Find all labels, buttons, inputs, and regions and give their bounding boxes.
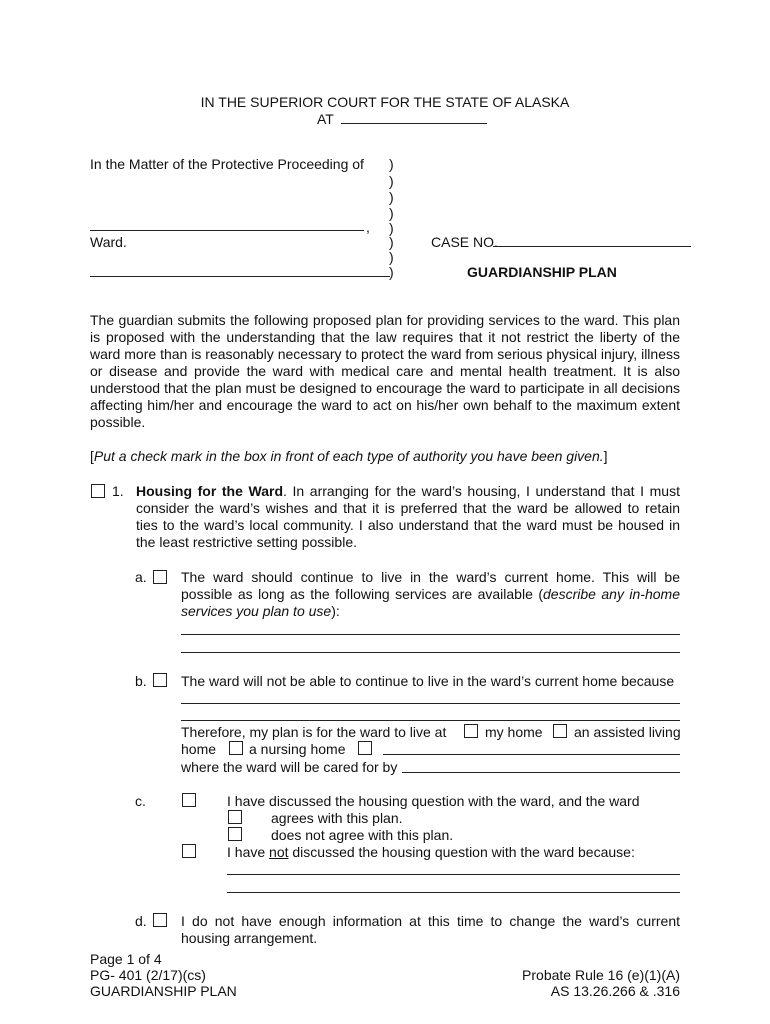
not-discussed-reason-field[interactable] xyxy=(227,874,680,875)
item-a-services-field[interactable] xyxy=(181,634,680,635)
caption-bottom-line xyxy=(90,276,390,277)
item-c-letter: c. xyxy=(135,793,146,809)
item-d-line: I do not have enough information at this time to change the ward’s current xyxy=(181,913,680,929)
item-b-checkbox[interactable] xyxy=(153,673,167,687)
assisted-living-checkbox[interactable] xyxy=(553,724,567,738)
item-a-checkbox[interactable] xyxy=(153,570,167,584)
case-no-label: CASE NO. xyxy=(431,234,498,250)
home-label: home xyxy=(181,741,217,757)
item-b-line: The ward will not be able to continue to live in the ward’s current home because xyxy=(181,673,675,689)
item-d-checkbox[interactable] xyxy=(153,913,167,927)
statute-reference: AS 13.26.266 & .316 xyxy=(550,983,680,999)
section-number: 1. xyxy=(112,483,124,499)
intro-line: is proposed with the understanding that the law requires that it not restrict the liberty of the xyxy=(90,329,680,345)
at-label: AT xyxy=(317,111,334,127)
caption-paren: ) xyxy=(389,249,394,265)
not-discussed-text: I have not discussed the housing question with the ward because: xyxy=(227,844,635,860)
document-title: GUARDIANSHIP PLAN xyxy=(467,264,617,280)
instruction-text: [Put a check mark in the box in front of each type of authority you have been given.] xyxy=(90,448,608,464)
not-agree-checkbox[interactable] xyxy=(228,827,242,841)
section-line: the least restrictive setting possible. xyxy=(136,534,357,550)
nursing-home-label: a nursing home xyxy=(249,741,346,757)
intro-line: understood that the plan must be designed to encourage the ward to participate in all decisions xyxy=(90,380,680,396)
intro-line: possible. xyxy=(90,414,146,430)
therefore-text: Therefore, my plan is for the ward to live at xyxy=(181,724,447,740)
assisted-living-label: an assisted living xyxy=(574,724,681,740)
caption-paren: ) xyxy=(389,156,394,172)
item-a-line: The ward should continue to live in the ward’s current home. This will be xyxy=(181,569,680,585)
nursing-home-checkbox[interactable] xyxy=(229,741,243,755)
item-b-reason-field[interactable] xyxy=(181,703,680,704)
footer-title: GUARDIANSHIP PLAN xyxy=(90,983,237,999)
matter-label: In the Matter of the Protective Proceeding of xyxy=(90,156,364,172)
item-a-letter: a. xyxy=(135,569,147,585)
caption-paren: ) xyxy=(389,264,394,280)
agrees-label: agrees with this plan. xyxy=(271,810,403,826)
not-discussed-reason-field[interactable] xyxy=(227,892,680,893)
caption-paren: ) xyxy=(389,173,394,189)
probate-rule: Probate Rule 16 (e)(1)(A) xyxy=(522,967,680,983)
item-a-line: services you plan to use): xyxy=(181,603,340,619)
item-a-services-field[interactable] xyxy=(181,652,680,653)
not-discussed-checkbox[interactable] xyxy=(182,844,196,858)
item-b-letter: b. xyxy=(135,673,147,689)
at-location-field[interactable] xyxy=(341,123,487,124)
page-number: Page 1 of 4 xyxy=(90,951,162,967)
my-home-label: my home xyxy=(485,724,543,740)
intro-line: or disease and provide the ward with medical care and mental health treatment. It is also xyxy=(90,363,680,379)
item-d-letter: d. xyxy=(135,913,147,929)
item-a-line: possible as long as the following services are available (describe any in-home xyxy=(181,586,680,602)
section-heading-line: Housing for the Ward. In arranging for the ward’s housing, I understand that I must xyxy=(136,483,680,499)
intro-line: affecting him/her and encourage the ward to act on his/her own behalf to the maximum extent xyxy=(90,397,680,413)
case-number-field[interactable] xyxy=(493,246,691,247)
other-residence-field[interactable] xyxy=(383,754,680,755)
caption-paren: ) xyxy=(389,234,394,250)
caption-paren: ) xyxy=(389,189,394,205)
court-heading: IN THE SUPERIOR COURT FOR THE STATE OF ALASKA xyxy=(200,94,570,110)
agrees-checkbox[interactable] xyxy=(228,810,242,824)
section-line: ties to the ward’s local community. I also understand that the ward must be housed in xyxy=(136,517,680,533)
caption-paren: ) xyxy=(389,205,394,221)
section-line: consider the ward’s wishes and that it is preferred that the ward be allowed to retain xyxy=(136,500,680,516)
form-number: PG- 401 (2/17)(cs) xyxy=(90,967,206,983)
discussed-text: I have discussed the housing question with the ward, and the ward xyxy=(227,793,640,809)
caption-paren: ) xyxy=(389,220,394,236)
item-d-line: housing arrangement. xyxy=(181,930,318,946)
my-home-checkbox[interactable] xyxy=(464,724,478,738)
discussed-checkbox[interactable] xyxy=(182,793,196,807)
not-agree-label: does not agree with this plan. xyxy=(271,827,454,843)
intro-line: ward more than is reasonably necessary to protect the ward from serious physical injury, illness xyxy=(90,346,680,362)
item-b-reason-field[interactable] xyxy=(181,720,680,721)
ward-label: Ward. xyxy=(90,234,127,250)
other-residence-checkbox[interactable] xyxy=(358,741,372,755)
housing-heading: Housing for the Ward xyxy=(136,483,283,499)
caregiver-field[interactable] xyxy=(402,772,680,773)
housing-authority-checkbox[interactable] xyxy=(91,484,105,498)
cared-for-label: where the ward will be cared for by xyxy=(181,759,398,775)
caption-comma: , xyxy=(366,219,370,235)
ward-name-field[interactable] xyxy=(90,230,364,231)
intro-line: The guardian submits the following proposed plan for providing services to the ward. This plan xyxy=(90,312,680,328)
